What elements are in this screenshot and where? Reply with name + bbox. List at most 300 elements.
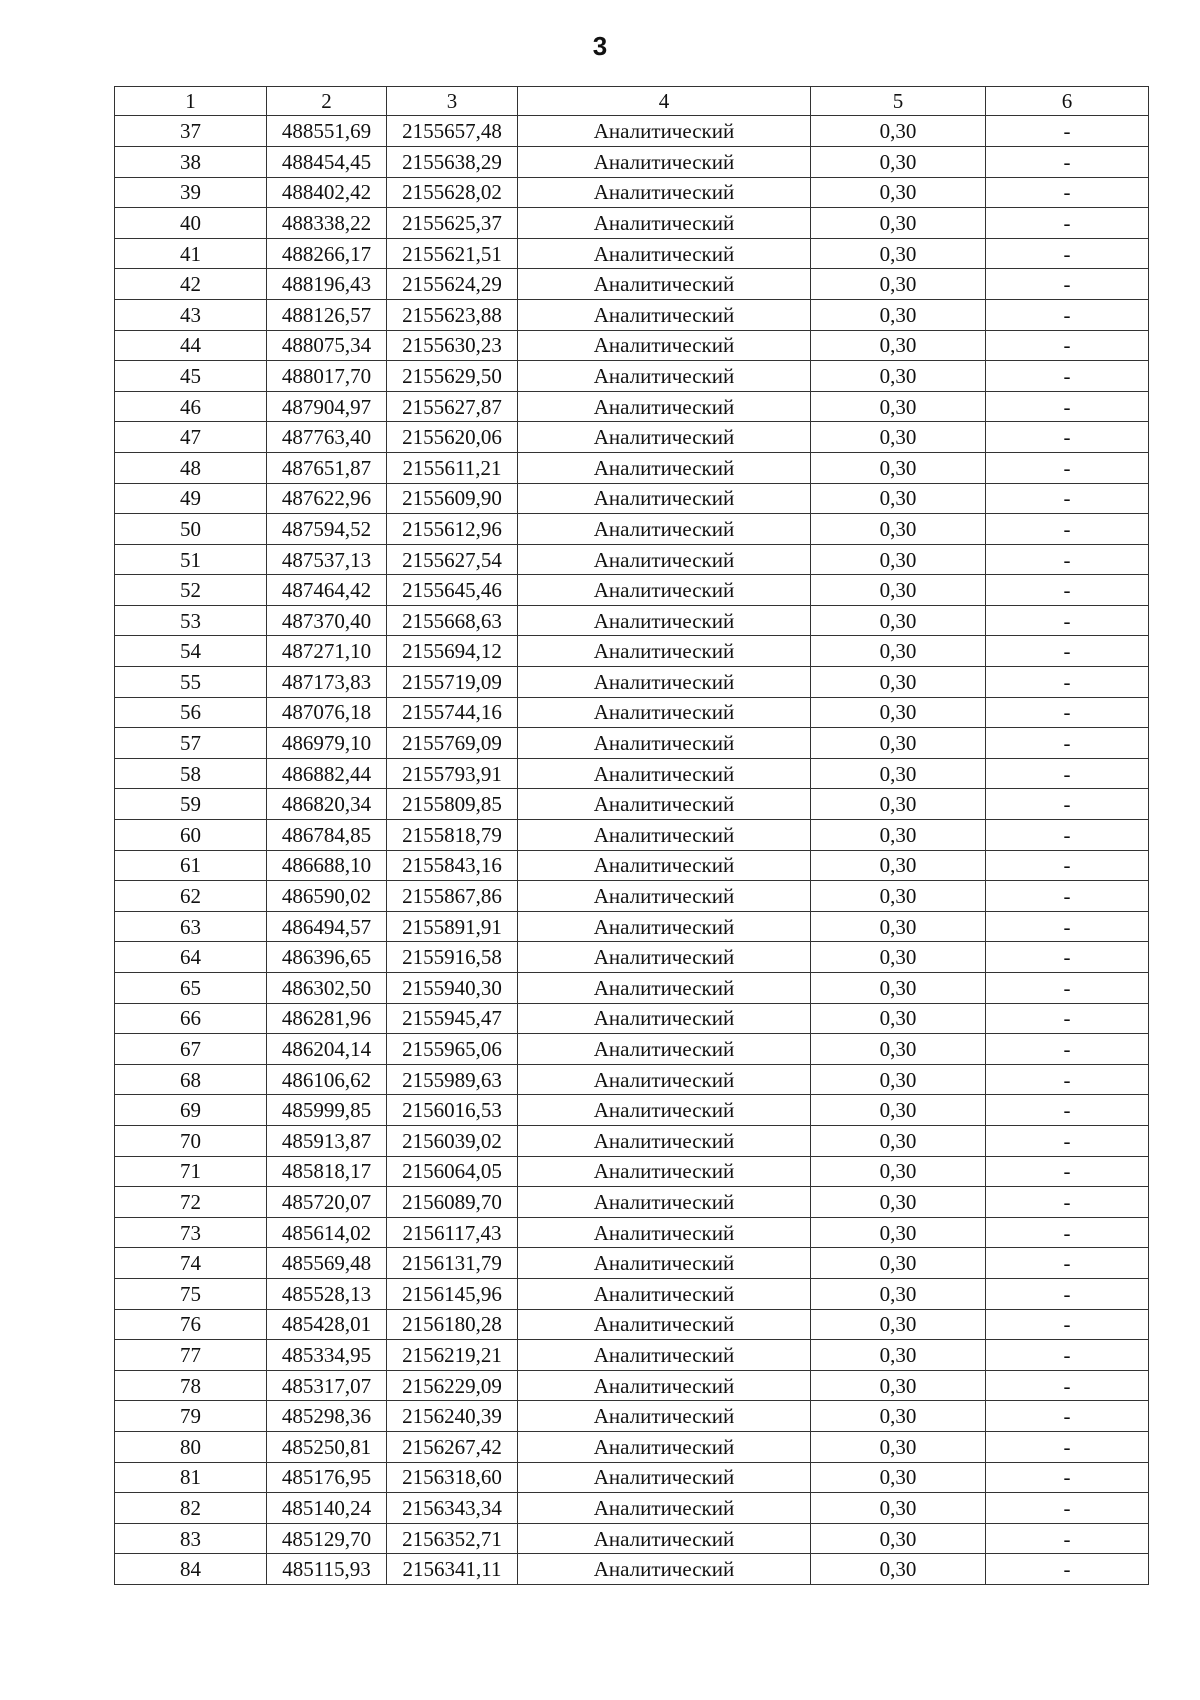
- note-cell: -: [986, 146, 1149, 177]
- precision-cell: 0,30: [811, 208, 986, 239]
- y-coordinate-cell: 2156341,11: [387, 1554, 518, 1585]
- method-cell: Аналитический: [518, 1278, 811, 1309]
- method-cell: Аналитический: [518, 942, 811, 973]
- note-cell: -: [986, 1340, 1149, 1371]
- method-cell: Аналитический: [518, 1401, 811, 1432]
- x-coordinate-cell: 488454,45: [267, 146, 387, 177]
- note-cell: -: [986, 1523, 1149, 1554]
- table-row: [115, 1248, 1149, 1279]
- x-coordinate-cell: 487651,87: [267, 452, 387, 483]
- x-coordinate-cell: 486820,34: [267, 789, 387, 820]
- precision-cell: 0,30: [811, 820, 986, 851]
- x-coordinate-cell: 486784,85: [267, 820, 387, 851]
- precision-cell: 0,30: [811, 1278, 986, 1309]
- precision-cell: 0,30: [811, 1064, 986, 1095]
- table-row: [115, 1125, 1149, 1156]
- point-number-cell: 71: [115, 1156, 267, 1187]
- precision-cell: 0,30: [811, 1187, 986, 1218]
- note-cell: -: [986, 636, 1149, 667]
- note-cell: -: [986, 422, 1149, 453]
- point-number-cell: 80: [115, 1431, 267, 1462]
- note-cell: -: [986, 1431, 1149, 1462]
- point-number-cell: 53: [115, 605, 267, 636]
- table-row: [115, 269, 1149, 300]
- precision-cell: 0,30: [811, 1095, 986, 1126]
- precision-cell: 0,30: [811, 361, 986, 392]
- point-number-cell: 84: [115, 1554, 267, 1585]
- y-coordinate-cell: 2155627,54: [387, 544, 518, 575]
- note-cell: -: [986, 116, 1149, 147]
- precision-cell: 0,30: [811, 238, 986, 269]
- method-cell: Аналитический: [518, 238, 811, 269]
- method-cell: Аналитический: [518, 330, 811, 361]
- precision-cell: 0,30: [811, 422, 986, 453]
- note-cell: -: [986, 1248, 1149, 1279]
- table-row: [115, 1064, 1149, 1095]
- y-coordinate-cell: 2156089,70: [387, 1187, 518, 1218]
- y-coordinate-cell: 2155916,58: [387, 942, 518, 973]
- precision-cell: 0,30: [811, 1003, 986, 1034]
- method-cell: Аналитический: [518, 483, 811, 514]
- method-cell: Аналитический: [518, 1462, 811, 1493]
- x-coordinate-cell: 488196,43: [267, 269, 387, 300]
- table-row: [115, 973, 1149, 1004]
- x-coordinate-cell: 486281,96: [267, 1003, 387, 1034]
- y-coordinate-cell: 2156145,96: [387, 1278, 518, 1309]
- header-cell-col6: 6: [986, 87, 1149, 116]
- precision-cell: 0,30: [811, 667, 986, 698]
- coordinates-table: [114, 86, 1149, 1585]
- point-number-cell: 40: [115, 208, 267, 239]
- x-coordinate-cell: 485913,87: [267, 1125, 387, 1156]
- note-cell: -: [986, 1187, 1149, 1218]
- method-cell: Аналитический: [518, 820, 811, 851]
- table-row: [115, 1431, 1149, 1462]
- precision-cell: 0,30: [811, 1554, 986, 1585]
- y-coordinate-cell: 2155609,90: [387, 483, 518, 514]
- precision-cell: 0,30: [811, 1156, 986, 1187]
- y-coordinate-cell: 2155867,86: [387, 881, 518, 912]
- precision-cell: 0,30: [811, 911, 986, 942]
- point-number-cell: 66: [115, 1003, 267, 1034]
- note-cell: -: [986, 1462, 1149, 1493]
- y-coordinate-cell: 2155629,50: [387, 361, 518, 392]
- note-cell: -: [986, 1156, 1149, 1187]
- point-number-cell: 46: [115, 391, 267, 422]
- method-cell: Аналитический: [518, 208, 811, 239]
- y-coordinate-cell: 2155623,88: [387, 299, 518, 330]
- point-number-cell: 70: [115, 1125, 267, 1156]
- table-row: [115, 820, 1149, 851]
- table-row: [115, 391, 1149, 422]
- note-cell: -: [986, 1278, 1149, 1309]
- x-coordinate-cell: 487076,18: [267, 697, 387, 728]
- point-number-cell: 76: [115, 1309, 267, 1340]
- y-coordinate-cell: 2155630,23: [387, 330, 518, 361]
- note-cell: -: [986, 299, 1149, 330]
- method-cell: Аналитический: [518, 758, 811, 789]
- table-row: [115, 942, 1149, 973]
- method-cell: Аналитический: [518, 1034, 811, 1065]
- x-coordinate-cell: 487763,40: [267, 422, 387, 453]
- point-number-cell: 42: [115, 269, 267, 300]
- point-number-cell: 81: [115, 1462, 267, 1493]
- point-number-cell: 55: [115, 667, 267, 698]
- x-coordinate-cell: 486396,65: [267, 942, 387, 973]
- y-coordinate-cell: 2155965,06: [387, 1034, 518, 1065]
- note-cell: -: [986, 1003, 1149, 1034]
- note-cell: -: [986, 850, 1149, 881]
- table-body: [115, 116, 1149, 1585]
- table-row: [115, 789, 1149, 820]
- x-coordinate-cell: 487904,97: [267, 391, 387, 422]
- y-coordinate-cell: 2155989,63: [387, 1064, 518, 1095]
- y-coordinate-cell: 2155620,06: [387, 422, 518, 453]
- table-row: [115, 1278, 1149, 1309]
- precision-cell: 0,30: [811, 1125, 986, 1156]
- note-cell: -: [986, 238, 1149, 269]
- x-coordinate-cell: 488075,34: [267, 330, 387, 361]
- y-coordinate-cell: 2156131,79: [387, 1248, 518, 1279]
- note-cell: -: [986, 942, 1149, 973]
- point-number-cell: 43: [115, 299, 267, 330]
- x-coordinate-cell: 488126,57: [267, 299, 387, 330]
- note-cell: -: [986, 1493, 1149, 1524]
- table-row: [115, 697, 1149, 728]
- point-number-cell: 38: [115, 146, 267, 177]
- table-header: [115, 87, 1149, 116]
- note-cell: -: [986, 1064, 1149, 1095]
- table-row: [115, 667, 1149, 698]
- method-cell: Аналитический: [518, 1064, 811, 1095]
- method-cell: Аналитический: [518, 1309, 811, 1340]
- precision-cell: 0,30: [811, 728, 986, 759]
- point-number-cell: 54: [115, 636, 267, 667]
- y-coordinate-cell: 2156318,60: [387, 1462, 518, 1493]
- point-number-cell: 44: [115, 330, 267, 361]
- point-number-cell: 78: [115, 1370, 267, 1401]
- method-cell: Аналитический: [518, 1370, 811, 1401]
- method-cell: Аналитический: [518, 177, 811, 208]
- x-coordinate-cell: 485176,95: [267, 1462, 387, 1493]
- x-coordinate-cell: 487464,42: [267, 575, 387, 606]
- method-cell: Аналитический: [518, 575, 811, 606]
- table-row: [115, 1187, 1149, 1218]
- note-cell: -: [986, 361, 1149, 392]
- x-coordinate-cell: 486882,44: [267, 758, 387, 789]
- x-coordinate-cell: 486590,02: [267, 881, 387, 912]
- note-cell: -: [986, 391, 1149, 422]
- precision-cell: 0,30: [811, 1340, 986, 1371]
- note-cell: -: [986, 514, 1149, 545]
- x-coordinate-cell: 485250,81: [267, 1431, 387, 1462]
- x-coordinate-cell: 487370,40: [267, 605, 387, 636]
- x-coordinate-cell: 485569,48: [267, 1248, 387, 1279]
- method-cell: Аналитический: [518, 299, 811, 330]
- y-coordinate-cell: 2156352,71: [387, 1523, 518, 1554]
- y-coordinate-cell: 2155624,29: [387, 269, 518, 300]
- point-number-cell: 68: [115, 1064, 267, 1095]
- method-cell: Аналитический: [518, 636, 811, 667]
- table-row: [115, 1370, 1149, 1401]
- method-cell: Аналитический: [518, 1156, 811, 1187]
- y-coordinate-cell: 2155611,21: [387, 452, 518, 483]
- x-coordinate-cell: 485428,01: [267, 1309, 387, 1340]
- point-number-cell: 69: [115, 1095, 267, 1126]
- x-coordinate-cell: 486979,10: [267, 728, 387, 759]
- point-number-cell: 82: [115, 1493, 267, 1524]
- y-coordinate-cell: 2155657,48: [387, 116, 518, 147]
- method-cell: Аналитический: [518, 1554, 811, 1585]
- x-coordinate-cell: 486688,10: [267, 850, 387, 881]
- y-coordinate-cell: 2155744,16: [387, 697, 518, 728]
- table-row: [115, 1309, 1149, 1340]
- x-coordinate-cell: 485528,13: [267, 1278, 387, 1309]
- table-row: [115, 177, 1149, 208]
- method-cell: Аналитический: [518, 667, 811, 698]
- note-cell: -: [986, 1401, 1149, 1432]
- method-cell: Аналитический: [518, 1095, 811, 1126]
- precision-cell: 0,30: [811, 1034, 986, 1065]
- precision-cell: 0,30: [811, 177, 986, 208]
- note-cell: -: [986, 973, 1149, 1004]
- x-coordinate-cell: 485317,07: [267, 1370, 387, 1401]
- y-coordinate-cell: 2155719,09: [387, 667, 518, 698]
- x-coordinate-cell: 487271,10: [267, 636, 387, 667]
- table-row: [115, 208, 1149, 239]
- point-number-cell: 45: [115, 361, 267, 392]
- point-number-cell: 73: [115, 1217, 267, 1248]
- precision-cell: 0,30: [811, 881, 986, 912]
- y-coordinate-cell: 2155818,79: [387, 820, 518, 851]
- x-coordinate-cell: 485140,24: [267, 1493, 387, 1524]
- method-cell: Аналитический: [518, 1523, 811, 1554]
- point-number-cell: 64: [115, 942, 267, 973]
- method-cell: Аналитический: [518, 452, 811, 483]
- table-row: [115, 1493, 1149, 1524]
- y-coordinate-cell: 2155809,85: [387, 789, 518, 820]
- y-coordinate-cell: 2155628,02: [387, 177, 518, 208]
- y-coordinate-cell: 2156240,39: [387, 1401, 518, 1432]
- table-row: [115, 1401, 1149, 1432]
- precision-cell: 0,30: [811, 758, 986, 789]
- precision-cell: 0,30: [811, 391, 986, 422]
- point-number-cell: 77: [115, 1340, 267, 1371]
- point-number-cell: 67: [115, 1034, 267, 1065]
- point-number-cell: 49: [115, 483, 267, 514]
- table-row: [115, 422, 1149, 453]
- header-cell-col2: 2: [267, 87, 387, 116]
- precision-cell: 0,30: [811, 850, 986, 881]
- point-number-cell: 37: [115, 116, 267, 147]
- x-coordinate-cell: 487537,13: [267, 544, 387, 575]
- precision-cell: 0,30: [811, 1401, 986, 1432]
- precision-cell: 0,30: [811, 1370, 986, 1401]
- precision-cell: 0,30: [811, 1431, 986, 1462]
- note-cell: -: [986, 605, 1149, 636]
- table-row: [115, 1095, 1149, 1126]
- point-number-cell: 72: [115, 1187, 267, 1218]
- point-number-cell: 52: [115, 575, 267, 606]
- header-cell-col1: 1: [115, 87, 267, 116]
- point-number-cell: 47: [115, 422, 267, 453]
- precision-cell: 0,30: [811, 605, 986, 636]
- method-cell: Аналитический: [518, 973, 811, 1004]
- note-cell: -: [986, 667, 1149, 698]
- table-row: [115, 636, 1149, 667]
- table-row: [115, 605, 1149, 636]
- y-coordinate-cell: 2155793,91: [387, 758, 518, 789]
- note-cell: -: [986, 208, 1149, 239]
- y-coordinate-cell: 2155627,87: [387, 391, 518, 422]
- table-row: [115, 1003, 1149, 1034]
- note-cell: -: [986, 1309, 1149, 1340]
- precision-cell: 0,30: [811, 1217, 986, 1248]
- y-coordinate-cell: 2155625,37: [387, 208, 518, 239]
- x-coordinate-cell: 485129,70: [267, 1523, 387, 1554]
- note-cell: -: [986, 177, 1149, 208]
- y-coordinate-cell: 2155621,51: [387, 238, 518, 269]
- header-cell-col4: 4: [518, 87, 811, 116]
- x-coordinate-cell: 486106,62: [267, 1064, 387, 1095]
- method-cell: Аналитический: [518, 697, 811, 728]
- table-row: [115, 1554, 1149, 1585]
- method-cell: Аналитический: [518, 391, 811, 422]
- y-coordinate-cell: 2155612,96: [387, 514, 518, 545]
- point-number-cell: 75: [115, 1278, 267, 1309]
- point-number-cell: 79: [115, 1401, 267, 1432]
- precision-cell: 0,30: [811, 452, 986, 483]
- point-number-cell: 59: [115, 789, 267, 820]
- method-cell: Аналитический: [518, 1125, 811, 1156]
- precision-cell: 0,30: [811, 575, 986, 606]
- x-coordinate-cell: 487594,52: [267, 514, 387, 545]
- method-cell: Аналитический: [518, 1493, 811, 1524]
- table-row: [115, 1217, 1149, 1248]
- x-coordinate-cell: 485614,02: [267, 1217, 387, 1248]
- page-number: 3: [592, 31, 608, 61]
- precision-cell: 0,30: [811, 1493, 986, 1524]
- x-coordinate-cell: 485720,07: [267, 1187, 387, 1218]
- point-number-cell: 74: [115, 1248, 267, 1279]
- note-cell: -: [986, 544, 1149, 575]
- table-row: [115, 483, 1149, 514]
- method-cell: Аналитический: [518, 1217, 811, 1248]
- x-coordinate-cell: 488017,70: [267, 361, 387, 392]
- table-row: [115, 850, 1149, 881]
- y-coordinate-cell: 2155668,63: [387, 605, 518, 636]
- point-number-cell: 58: [115, 758, 267, 789]
- method-cell: Аналитический: [518, 1187, 811, 1218]
- table-row: [115, 758, 1149, 789]
- method-cell: Аналитический: [518, 605, 811, 636]
- precision-cell: 0,30: [811, 942, 986, 973]
- y-coordinate-cell: 2156180,28: [387, 1309, 518, 1340]
- precision-cell: 0,30: [811, 636, 986, 667]
- note-cell: -: [986, 269, 1149, 300]
- table-row: [115, 116, 1149, 147]
- note-cell: -: [986, 820, 1149, 851]
- method-cell: Аналитический: [518, 422, 811, 453]
- table-row: [115, 361, 1149, 392]
- y-coordinate-cell: 2156016,53: [387, 1095, 518, 1126]
- table-row: [115, 514, 1149, 545]
- note-cell: -: [986, 911, 1149, 942]
- table-row: [115, 146, 1149, 177]
- note-cell: -: [986, 728, 1149, 759]
- table-row: [115, 452, 1149, 483]
- precision-cell: 0,30: [811, 330, 986, 361]
- table-row: [115, 575, 1149, 606]
- x-coordinate-cell: 487622,96: [267, 483, 387, 514]
- point-number-cell: 39: [115, 177, 267, 208]
- method-cell: Аналитический: [518, 1340, 811, 1371]
- point-number-cell: 63: [115, 911, 267, 942]
- x-coordinate-cell: 486204,14: [267, 1034, 387, 1065]
- table-row: [115, 728, 1149, 759]
- y-coordinate-cell: 2156219,21: [387, 1340, 518, 1371]
- precision-cell: 0,30: [811, 973, 986, 1004]
- note-cell: -: [986, 881, 1149, 912]
- point-number-cell: 61: [115, 850, 267, 881]
- precision-cell: 0,30: [811, 1462, 986, 1493]
- table-row: [115, 1523, 1149, 1554]
- y-coordinate-cell: 2156064,05: [387, 1156, 518, 1187]
- x-coordinate-cell: 485115,93: [267, 1554, 387, 1585]
- precision-cell: 0,30: [811, 1248, 986, 1279]
- note-cell: -: [986, 1095, 1149, 1126]
- method-cell: Аналитический: [518, 514, 811, 545]
- table-row: [115, 1156, 1149, 1187]
- table-row: [115, 881, 1149, 912]
- y-coordinate-cell: 2156039,02: [387, 1125, 518, 1156]
- point-number-cell: 62: [115, 881, 267, 912]
- x-coordinate-cell: 486302,50: [267, 973, 387, 1004]
- table-row: [115, 1462, 1149, 1493]
- point-number-cell: 83: [115, 1523, 267, 1554]
- x-coordinate-cell: 485999,85: [267, 1095, 387, 1126]
- note-cell: -: [986, 575, 1149, 606]
- note-cell: -: [986, 452, 1149, 483]
- y-coordinate-cell: 2155891,91: [387, 911, 518, 942]
- x-coordinate-cell: 486494,57: [267, 911, 387, 942]
- precision-cell: 0,30: [811, 269, 986, 300]
- method-cell: Аналитический: [518, 1431, 811, 1462]
- y-coordinate-cell: 2155843,16: [387, 850, 518, 881]
- note-cell: -: [986, 1370, 1149, 1401]
- y-coordinate-cell: 2155940,30: [387, 973, 518, 1004]
- precision-cell: 0,30: [811, 299, 986, 330]
- precision-cell: 0,30: [811, 789, 986, 820]
- table-row: [115, 238, 1149, 269]
- note-cell: -: [986, 1217, 1149, 1248]
- x-coordinate-cell: 485334,95: [267, 1340, 387, 1371]
- point-number-cell: 48: [115, 452, 267, 483]
- method-cell: Аналитический: [518, 881, 811, 912]
- point-number-cell: 41: [115, 238, 267, 269]
- table-row: [115, 1034, 1149, 1065]
- note-cell: -: [986, 1125, 1149, 1156]
- y-coordinate-cell: 2155945,47: [387, 1003, 518, 1034]
- method-cell: Аналитический: [518, 789, 811, 820]
- method-cell: Аналитический: [518, 544, 811, 575]
- point-number-cell: 60: [115, 820, 267, 851]
- y-coordinate-cell: 2155694,12: [387, 636, 518, 667]
- precision-cell: 0,30: [811, 116, 986, 147]
- x-coordinate-cell: 485298,36: [267, 1401, 387, 1432]
- method-cell: Аналитический: [518, 850, 811, 881]
- method-cell: Аналитический: [518, 116, 811, 147]
